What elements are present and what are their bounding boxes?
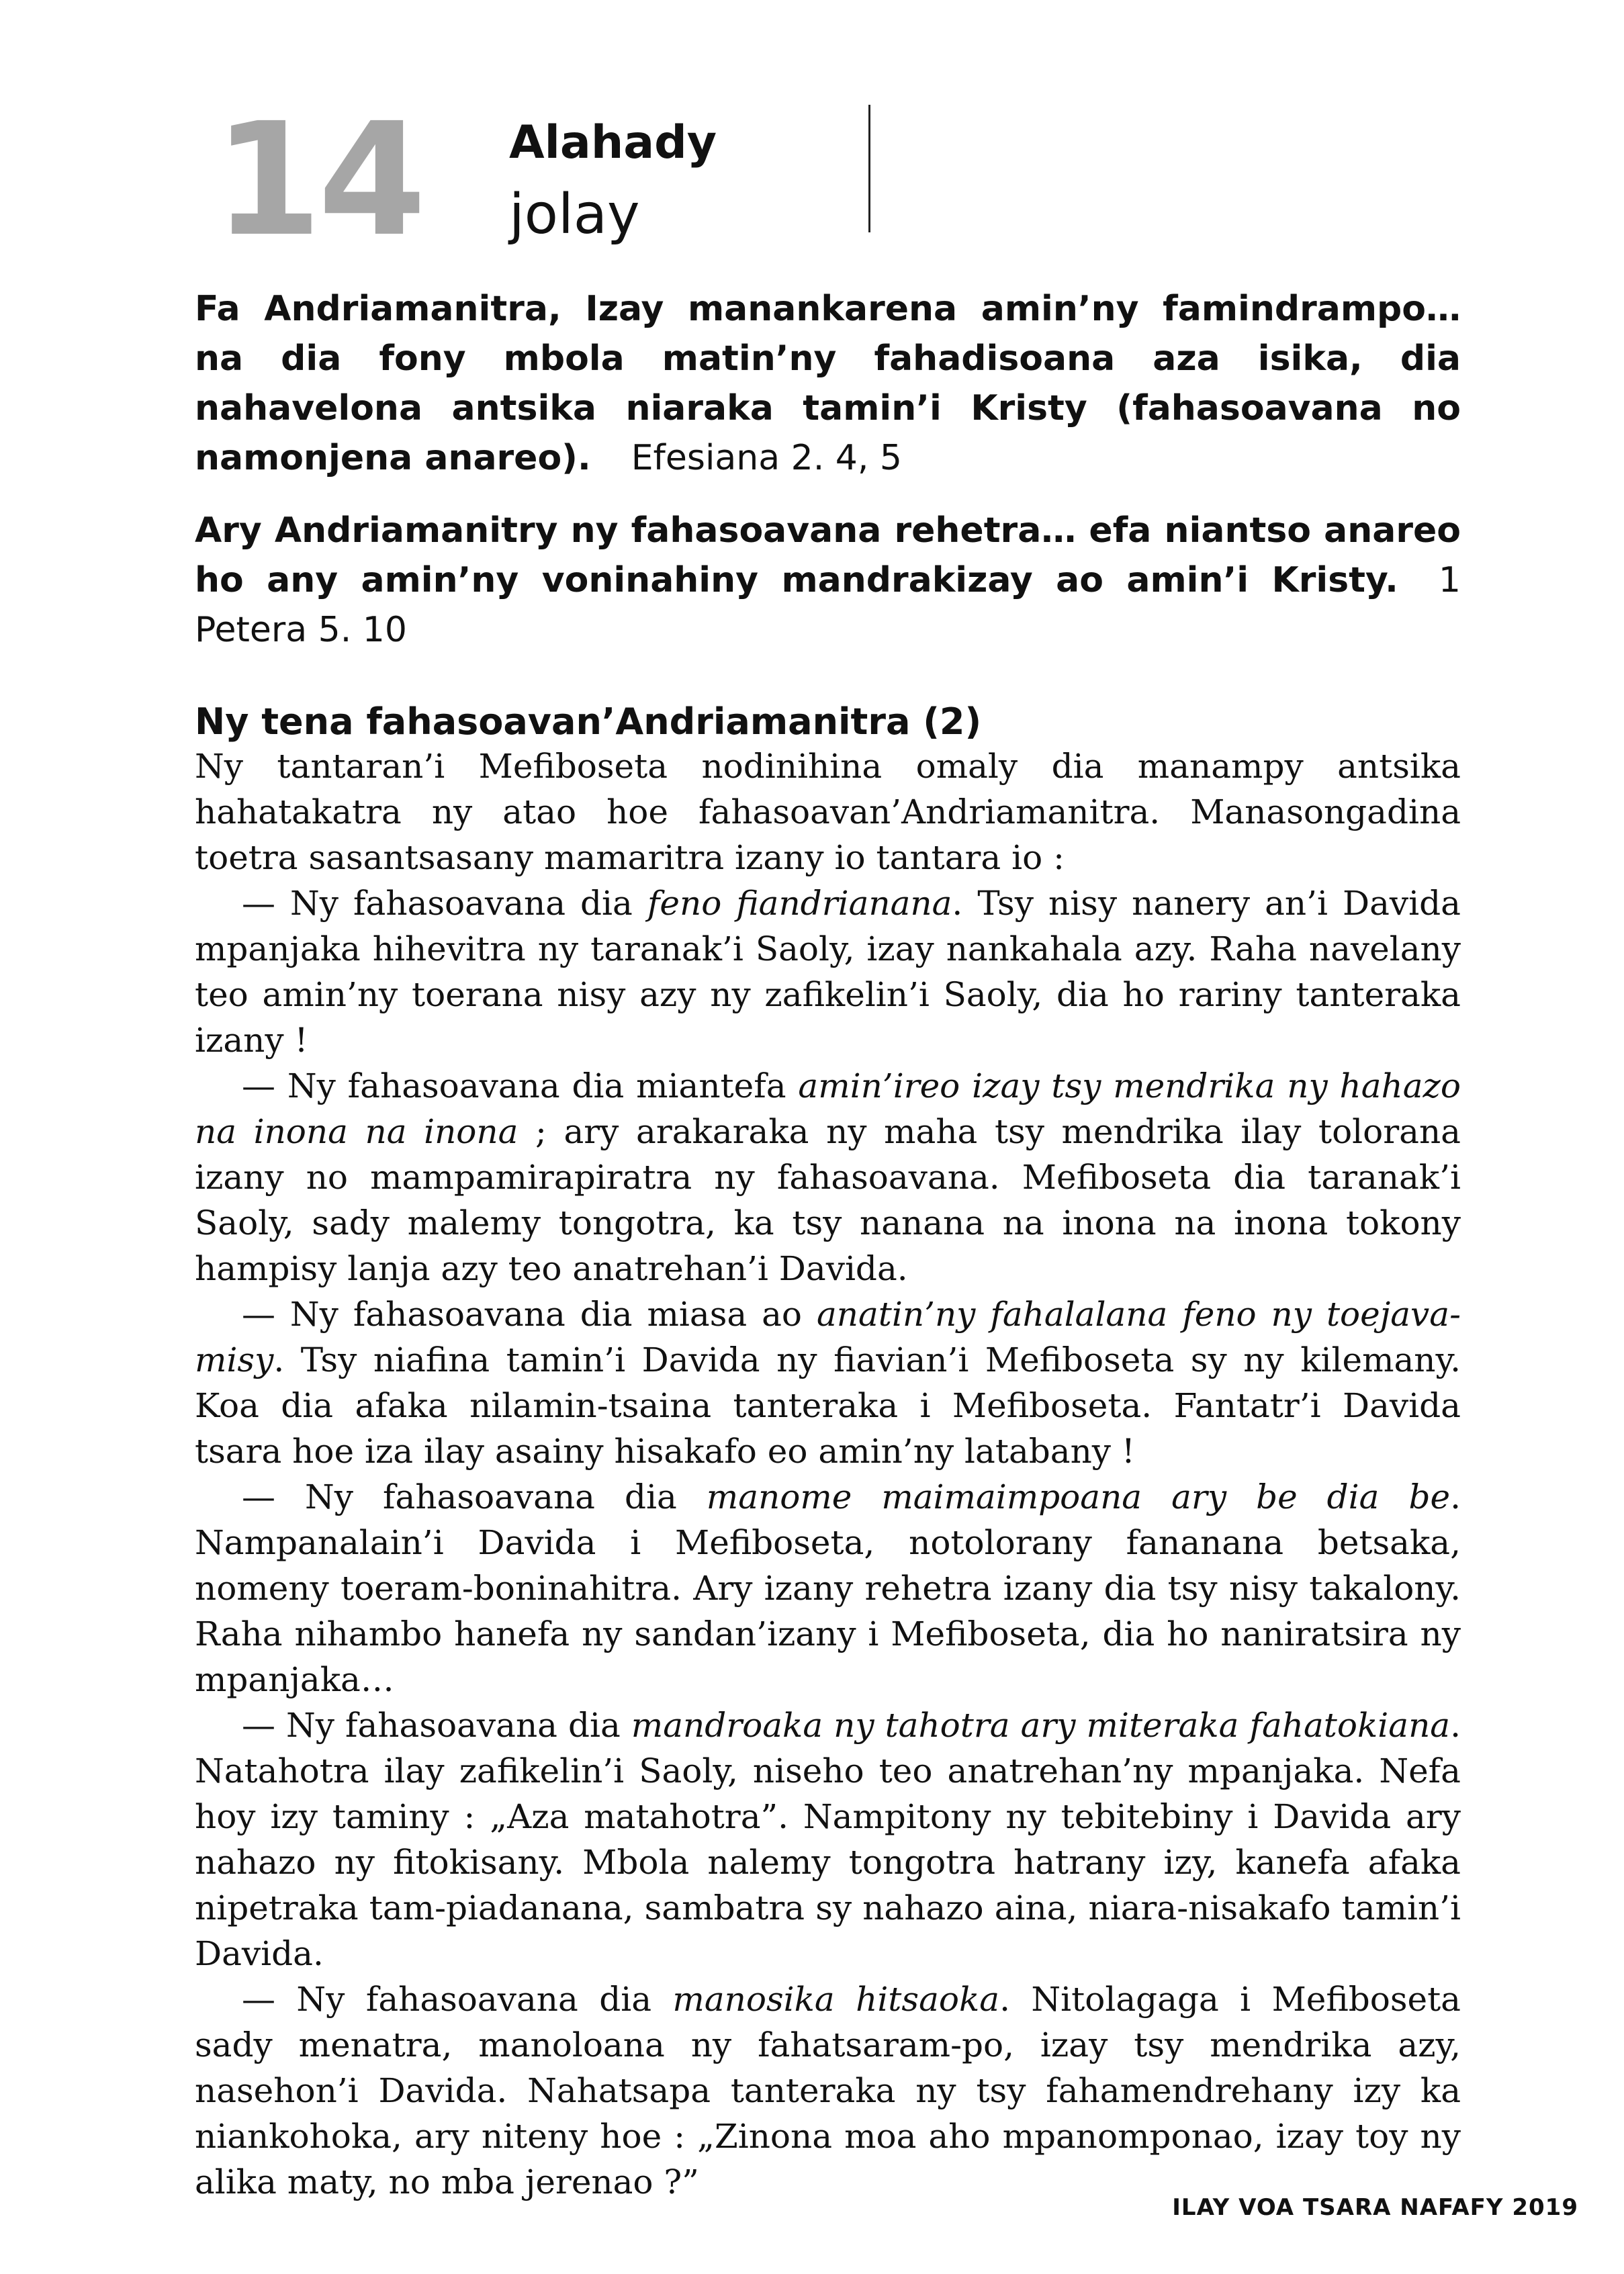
point-paragraph [195,1063,1461,1291]
verse-2-text: Ary Andriamanitry ny fahasoavana rehetra… efa niantso anareo ho any amin’ny voninahiny mandrakizay ao amin’i Kristy. [195,510,1461,600]
point-text: . Nitolagaga i Mefiboseta sady menatra, manoloana ny fahatsaram-po, izay tsy mendrika azy, nasehon’i Davida. Nahatsapa tanteraka ny tsy fahamendrehany izy ka niankohoka, ary niteny hoe : „Zinona moa aho mpanomponao, izay toy ny alika maty, no mba jerenao ?” [195,1980,1461,2201]
header-divider [868,105,870,232]
verse-1-reference: Efesiana 2. 4, 5 [631,438,902,478]
point-emphasis: manome maimaimpoana ary be dia be [706,1477,1451,1516]
point-text: ; ary arakaraka ny maha tsy mendrika ilay tolorana izany no mampamirapiratra ny fahasoavana. Mefiboseta dia taranak’i Saoly, sady malemy tongotra, ka tsy nanana na inona na inona tokony hampisy lanja azy teo anatrehan’i Davida. [195,1112,1461,1288]
point-lead: — Ny fahasoavana dia [242,884,647,923]
point-emphasis: amin’ireo izay tsy mendrika ny hahazo na inona na inona [195,1066,1461,1151]
point-emphasis: manosika hitsaoka [672,1980,1000,2019]
point-text: . Tsy nisy nanery an’i Davida mpanjaka hihevitra ny taranak’i Saoly, izay nankahala azy. Raha navelany teo amin’ny toerana nisy azy ny zafikelin’i Saoly, dia ho rariny tanteraka izany ! [195,884,1461,1060]
day-name: Alahady [509,116,717,169]
point-lead: — Ny fahasoavana dia miasa ao [242,1295,817,1334]
intro-paragraph: Ny tantaran’i Mefiboseta nodinihina omaly dia manampy antsika hahatakatra ny atao hoe fahasoavan’Andriamanitra. Manasongadina toetra sasantsasany mamaritra izany io tantara io : [195,747,1461,877]
verse-2-reference: 1 Petera 5. 10 [195,560,1461,650]
footer-publication-title: ILAY VOA TSARA NAFAFY 2019 [1172,2194,1578,2221]
day-number: 14 [214,89,422,271]
verse-1-text: Fa Andriamanitra, Izay manankarena amin’ny famindrampo… na dia fony mbola matin’ny fahadisoana aza isika, dia nahavelona antsika niaraka tamin’i Kristy (fahasoavana no namonjena anareo). [195,289,1461,478]
point-lead: — Ny fahasoavana dia [242,1477,707,1516]
point-paragraph [195,1474,1461,1702]
month-name: jolay [509,183,640,246]
meditation-body [195,743,1461,2205]
point-emphasis: mandroaka ny tahotra ary miteraka fahatokiana [631,1706,1451,1745]
point-paragraph [195,1291,1461,1474]
point-lead: — Ny fahasoavana dia [242,1706,631,1745]
point-text: . Nampanalain’i Davida i Mefiboseta, notolorany fananana betsaka, nomeny toeram-boninahitra. Ary izany rehetra izany dia tsy nisy takalony. Raha nihambo hanefa ny sandan’izany i Mefiboseta, dia ho naniratsira ny mpanjaka… [195,1477,1461,1699]
verse-2 [195,506,1461,655]
point-text: . Tsy niafina tamin’i Davida ny fiavian’i Mefiboseta sy ny kilemany. Koa dia afaka nilamin-tsaina tanteraka i Mefiboseta. Fantatr’i Davida tsara hoe iza ilay asainy hisakafo eo amin’ny latabany ! [195,1340,1461,1471]
point-emphasis: feno fiandrianana [647,884,952,923]
point-text: . Natahotra ilay zafikelin’i Saoly, niseho teo anatrehan’ny mpanjaka. Nefa hoy izy taminy : „Aza matahotra”. Nampitony ny tebitebiny i Davida ary nahazo ny fitokisany. Mbola nalemy tongotra hatrany izy, kanefa afaka nipetraka tam-piadanana, sambatra sy nahazo aina, niara-nisakafo tamin’i Davida. [195,1706,1461,1973]
point-lead: — Ny fahasoavana dia [242,1980,673,2019]
point-lead: — Ny fahasoavana dia miantefa [242,1066,799,1105]
point-emphasis: anatin’ny fahalalana feno ny toejava-misy [195,1295,1461,1379]
section-title: Ny tena fahasoavan’Andriamanitra (2) [195,700,982,743]
point-paragraph [195,1976,1461,2205]
verse-1 [195,284,1461,483]
point-paragraph [195,880,1461,1063]
point-paragraph [195,1702,1461,1976]
